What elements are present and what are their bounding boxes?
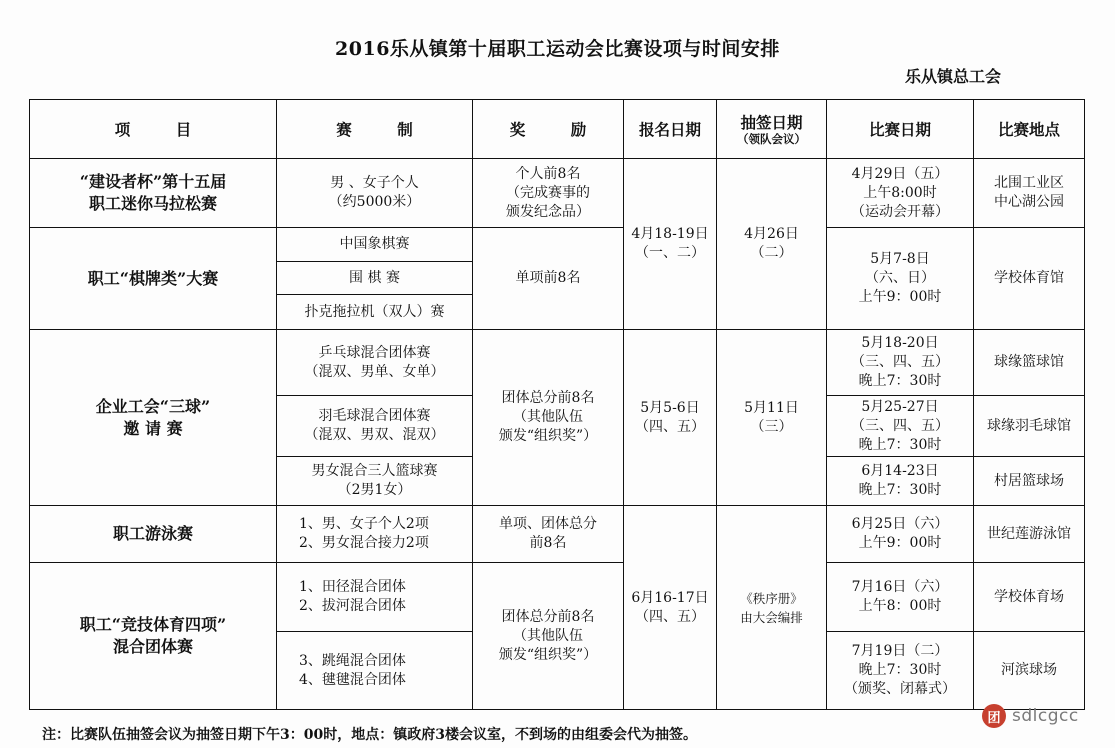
header-format: 赛 制 — [277, 100, 473, 159]
header-signup-date: 报名日期 — [624, 100, 717, 159]
project-marathon: “建设者杯”第十五届 职工迷你马拉松赛 — [30, 159, 277, 228]
schedule-table — [29, 99, 1085, 710]
match-date-cell: 6月25日（六） 上午9：00时 — [827, 506, 974, 563]
venue-cell: 学校体育场 — [974, 563, 1085, 632]
format-cell: 扑克拖拉机（双人）赛 — [277, 295, 473, 330]
lottery-date-cell: 4月26日 （二） — [717, 159, 827, 330]
table-row — [30, 159, 1085, 228]
format-cell: 男 、女子个人 （约5000米） — [277, 159, 473, 228]
award-cell: 单项、团体总分 前8名 — [473, 506, 624, 563]
match-date-cell: 7月16日（六） 上午8：00时 — [827, 563, 974, 632]
venue-cell: 河滨球场 — [974, 632, 1085, 710]
match-date-cell: 4月29日（五） 上午8:00时 （运动会开幕） — [827, 159, 974, 228]
venue-cell: 学校体育馆 — [974, 228, 1085, 330]
award-cell: 团体总分前8名 （其他队伍 颁发“组织奖”） — [473, 330, 624, 506]
format-cell: 1、田径混合团体 2、拔河混合团体 — [277, 563, 473, 632]
signup-date-cell: 6月16-17日 （四、五） — [624, 506, 717, 710]
project-swimming: 职工游泳赛 — [30, 506, 277, 563]
signup-date-cell: 4月18-19日 （一、二） — [624, 159, 717, 330]
table-row — [30, 563, 1085, 632]
format-cell: 乒乓球混合团体赛 （混双、男单、女单） — [277, 330, 473, 396]
table-row — [30, 506, 1085, 563]
venue-cell: 世纪莲游泳馆 — [974, 506, 1085, 563]
table-header-row — [30, 100, 1085, 159]
table-row — [30, 228, 1085, 262]
venue-cell: 村居篮球场 — [974, 457, 1085, 506]
project-chess-cards: 职工“棋牌类”大赛 — [30, 228, 277, 330]
format-cell: 1、男、女子个人2项 2、男女混合接力2项 — [277, 506, 473, 563]
venue-cell: 球缘篮球馆 — [974, 330, 1085, 396]
footnote: 注：比赛队伍抽签会议为抽签日期下午3：00时，地点：镇政府3楼会议室，不到场的由组委会代为抽签。 — [42, 727, 697, 743]
project-three-balls: 企业工会“三球” 邀 请 赛 — [30, 330, 277, 506]
match-date-cell: 6月14-23日 晚上7：30时 — [827, 457, 974, 506]
award-cell: 单项前8名 — [473, 228, 624, 330]
format-cell: 中国象棋赛 — [277, 228, 473, 262]
header-lottery-date: 抽签日期 （领队会议） — [717, 100, 827, 159]
header-venue: 比赛地点 — [974, 100, 1085, 159]
match-date-cell: 7月19日（二） 晚上7：30时 （颁奖、闭幕式） — [827, 632, 974, 710]
lottery-date-cell: 《秩序册》 由大会编排 — [717, 506, 827, 710]
match-date-cell: 5月25-27日 （三、四、五） 晚上7：30时 — [827, 396, 974, 457]
watermark-logo-icon: 团 — [982, 704, 1006, 728]
format-cell: 男女混合三人篮球赛 （2男1女） — [277, 457, 473, 506]
award-cell: 团体总分前8名 （其他队伍 颁发“组织奖”） — [473, 563, 624, 710]
format-cell: 3、跳绳混合团体 4、毽毽混合团体 — [277, 632, 473, 710]
header-match-date: 比赛日期 — [827, 100, 974, 159]
match-date-cell: 5月7-8日 （六、日） 上午9：00时 — [827, 228, 974, 330]
header-award: 奖 励 — [473, 100, 624, 159]
header-project: 项 目 — [30, 100, 277, 159]
venue-cell: 北围工业区 中心湖公园 — [974, 159, 1085, 228]
format-cell: 羽毛球混合团体赛 （混双、男双、混双） — [277, 396, 473, 457]
table-row — [30, 330, 1085, 396]
project-four-sports: 职工“竞技体育四项” 混合团体赛 — [30, 563, 277, 710]
match-date-cell: 5月18-20日 （三、四、五） 晚上7：30时 — [827, 330, 974, 396]
issuer: 乐从镇总工会 — [905, 67, 1002, 86]
award-cell: 个人前8名 （完成赛事的 颁发纪念品） — [473, 159, 624, 228]
lottery-date-cell: 5月11日 （三） — [717, 330, 827, 506]
format-cell: 围 棋 赛 — [277, 262, 473, 295]
watermark — [982, 704, 1079, 728]
signup-date-cell: 5月5-6日 （四、五） — [624, 330, 717, 506]
watermark-text: sdlcgcc — [1012, 706, 1079, 726]
venue-cell: 球缘羽毛球馆 — [974, 396, 1085, 457]
document-title: 2016乐从镇第十届职工运动会比赛设项与时间安排 — [335, 38, 780, 60]
